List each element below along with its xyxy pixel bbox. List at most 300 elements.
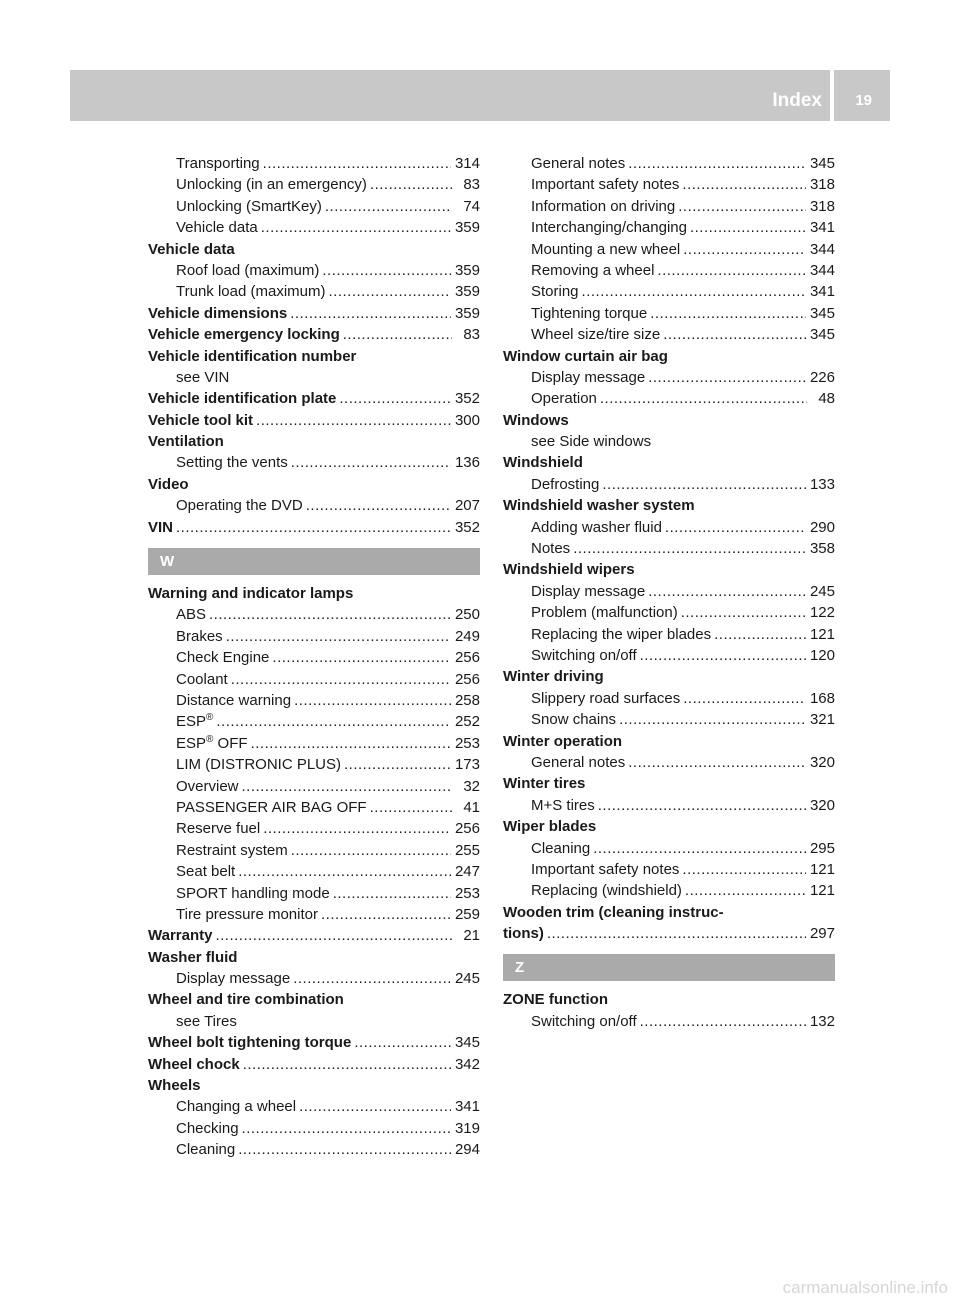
index-entry	[503, 474, 835, 495]
index-entry	[503, 538, 835, 559]
index-heading	[503, 816, 835, 837]
entry-page-number: 252	[454, 713, 480, 731]
entry-label: see Tires	[176, 1012, 237, 1030]
entry-page-number: 342	[454, 1055, 480, 1073]
entry-label: Operation	[531, 390, 597, 408]
index-entry	[503, 688, 835, 709]
entry-page-number: 207	[454, 497, 480, 515]
entry-page-number: 249	[454, 627, 480, 645]
index-entry	[148, 604, 480, 625]
index-entry	[503, 281, 835, 302]
leader-dots	[573, 538, 806, 559]
index-entry	[503, 859, 835, 880]
watermark: carmanualsonline.info	[782, 1278, 948, 1297]
index-cross-reference	[503, 431, 835, 452]
index-entry	[503, 388, 835, 409]
leader-dots	[628, 752, 806, 773]
leader-dots	[215, 925, 452, 946]
entry-page-number: 359	[454, 283, 480, 301]
entry-page-number: 136	[454, 454, 480, 472]
leader-dots	[263, 153, 451, 174]
leader-dots	[243, 1054, 451, 1075]
entry-label: Tightening torque	[531, 304, 648, 322]
index-entry	[148, 754, 480, 775]
leader-dots	[354, 1032, 451, 1053]
entry-page-number: 320	[809, 796, 835, 814]
entry-label: Windshield wipers	[503, 561, 635, 579]
entry-page-number: 41	[463, 798, 480, 816]
entry-label: Warning and indicator lamps	[148, 585, 354, 603]
index-entry	[503, 581, 835, 602]
entry-page-number: 173	[454, 756, 480, 774]
leader-dots	[600, 388, 807, 409]
entry-label: Snow chains	[531, 711, 617, 729]
entry-page-number: 256	[454, 820, 480, 838]
entry-label: General notes	[531, 753, 626, 771]
index-entry	[503, 517, 835, 538]
entry-label: Vehicle emergency locking	[148, 326, 340, 344]
entry-label: Unlocking (SmartKey)	[176, 197, 322, 215]
entry-label: Winter driving	[503, 668, 604, 686]
entry-label: Vehicle data	[176, 219, 258, 237]
index-entry	[503, 239, 835, 260]
entry-page-number: 295	[809, 839, 835, 857]
entry-page-number: 359	[454, 261, 480, 279]
index-heading	[503, 773, 835, 794]
leader-dots	[648, 581, 806, 602]
leader-dots	[681, 602, 806, 623]
leader-dots	[291, 840, 451, 861]
index-entry	[148, 1118, 480, 1139]
leader-dots	[370, 797, 452, 818]
leader-dots	[640, 1011, 806, 1032]
page-number: 19	[855, 92, 872, 109]
entry-label: Vehicle identification number	[148, 347, 357, 365]
entry-label: Problem (malfunction)	[531, 604, 678, 622]
leader-dots	[370, 174, 452, 195]
entry-page-number: 290	[809, 518, 835, 536]
entry-page-number: 341	[809, 283, 835, 301]
leader-dots	[242, 1118, 451, 1139]
entry-label: Vehicle dimensions	[148, 304, 288, 322]
entry-page-number: 341	[454, 1098, 480, 1116]
entry-label: Windows	[503, 411, 569, 429]
leader-dots	[242, 776, 452, 797]
leader-dots	[238, 1139, 451, 1160]
index-cross-reference	[148, 1011, 480, 1032]
entry-page-number: 318	[809, 197, 835, 215]
entry-label: Tire pressure monitor	[176, 905, 318, 923]
entry-label: Seat belt	[176, 863, 236, 881]
entry-page-number: 255	[454, 841, 480, 859]
entry-label: LIM (DISTRONIC PLUS)	[176, 756, 342, 774]
index-entry	[503, 1011, 835, 1032]
leader-dots	[648, 367, 806, 388]
leader-dots	[678, 196, 806, 217]
entry-label: Transporting	[176, 155, 260, 172]
entry-label: Trunk load (maximum)	[176, 283, 326, 301]
entry-page-number: 253	[454, 884, 480, 902]
index-column-left	[148, 153, 480, 1161]
entry-label: PASSENGER AIR BAG OFF	[176, 798, 367, 816]
entry-label: Wiper blades	[503, 818, 597, 836]
index-heading	[148, 346, 480, 367]
entry-page-number: 359	[454, 219, 480, 237]
index-heading	[503, 452, 835, 473]
entry-label: Warranty	[148, 927, 213, 945]
entry-page-number: 297	[809, 925, 835, 943]
entry-label: Cleaning	[531, 839, 591, 857]
leader-dots	[216, 711, 451, 732]
section-letter-w: W	[148, 548, 480, 575]
leader-dots	[306, 495, 451, 516]
leader-dots	[226, 626, 451, 647]
leader-dots	[299, 1096, 451, 1117]
entry-page-number: 133	[809, 475, 835, 493]
index-entry	[148, 1054, 480, 1075]
entry-label: Adding washer fluid	[531, 518, 662, 536]
leader-dots	[293, 968, 451, 989]
leader-dots	[593, 838, 806, 859]
index-entry	[148, 388, 480, 409]
entry-label: Video	[148, 475, 189, 493]
index-entry	[148, 303, 480, 324]
index-heading	[503, 495, 835, 516]
entry-label: Wheel chock	[148, 1055, 240, 1073]
entry-label: see VIN	[176, 368, 230, 386]
index-heading	[148, 947, 480, 968]
index-entry	[148, 174, 480, 195]
entry-label: Brakes	[176, 627, 223, 645]
leader-dots	[291, 452, 451, 473]
entry-page-number: 245	[809, 582, 835, 600]
entry-page-number: 253	[454, 734, 480, 752]
entry-label: VIN	[148, 518, 174, 536]
index-heading	[148, 1075, 480, 1096]
index-heading	[503, 666, 835, 687]
leader-dots	[339, 388, 451, 409]
entry-label: Checking	[176, 1119, 239, 1137]
entry-label: Mounting a new wheel	[531, 240, 681, 258]
leader-dots	[344, 754, 451, 775]
entry-label: Operating the DVD	[176, 497, 303, 515]
leader-dots	[582, 281, 806, 302]
leader-dots	[294, 690, 451, 711]
leader-dots	[343, 324, 452, 345]
leader-dots	[665, 517, 806, 538]
entry-label: Vehicle data	[148, 240, 235, 258]
entry-label: Switching on/off	[531, 646, 637, 664]
entry-page-number: 345	[454, 1034, 480, 1052]
index-entry	[148, 647, 480, 668]
entry-page-number: 74	[463, 197, 480, 215]
index-heading	[148, 431, 480, 452]
entry-label: Wheel bolt tightening torque	[148, 1034, 352, 1052]
entry-page-number: 226	[809, 368, 835, 386]
entry-label: Ventilation	[148, 433, 224, 451]
entry-page-number: 344	[809, 261, 835, 279]
index-entry	[148, 968, 480, 989]
entry-page-number: 258	[454, 691, 480, 709]
leader-dots	[685, 880, 806, 901]
entry-label: Defrosting	[531, 475, 600, 493]
leader-dots	[683, 688, 806, 709]
index-entry	[148, 217, 480, 238]
index-entry	[148, 690, 480, 711]
entry-label: Wooden trim (cleaning instruc-	[503, 903, 724, 921]
leader-dots	[322, 260, 451, 281]
leader-dots	[690, 217, 806, 238]
entry-page-number: 122	[809, 604, 835, 622]
leader-dots	[657, 260, 806, 281]
index-entry	[503, 795, 835, 816]
index-entry	[148, 324, 480, 345]
entry-page-number: 300	[454, 411, 480, 429]
entry-label: Washer fluid	[148, 948, 238, 966]
entry-label: Display message	[531, 368, 646, 386]
index-entry	[148, 260, 480, 281]
index-entry	[148, 669, 480, 690]
entry-page-number: 319	[454, 1119, 480, 1137]
entry-page-number: 121	[809, 882, 835, 900]
entry-page-number: 256	[454, 670, 480, 688]
entry-label: ABS	[176, 606, 207, 624]
entry-label: M+S tires	[531, 796, 595, 814]
entry-label: Switching on/off	[531, 1012, 637, 1030]
entry-page-number: 83	[463, 176, 480, 194]
entry-label: Distance warning	[176, 691, 292, 709]
entry-label: Information on driving	[531, 197, 676, 215]
index-entry	[148, 281, 480, 302]
index-entry	[148, 904, 480, 925]
entry-label: Removing a wheel	[531, 261, 655, 279]
entry-label: Cleaning	[176, 1141, 236, 1159]
index-entry	[148, 410, 480, 431]
leader-dots	[251, 733, 451, 754]
index-entry	[503, 645, 835, 666]
index-heading	[503, 902, 835, 923]
entry-label: ZONE function	[503, 991, 608, 1009]
index-entry	[148, 626, 480, 647]
page-header	[70, 70, 890, 121]
index-heading	[148, 474, 480, 495]
leader-dots	[682, 174, 806, 195]
entry-label: Slippery road surfaces	[531, 689, 681, 707]
index-heading	[148, 989, 480, 1010]
entry-page-number: 341	[809, 219, 835, 237]
entry-label: Winter operation	[503, 732, 623, 750]
entry-label: General notes	[531, 155, 626, 172]
entry-label: Display message	[176, 970, 291, 988]
entry-label: Windshield	[503, 454, 583, 472]
leader-dots	[231, 669, 451, 690]
entry-page-number: 21	[463, 927, 480, 945]
index-entry	[503, 174, 835, 195]
entry-label: Overview	[176, 777, 239, 795]
entry-page-number: 256	[454, 649, 480, 667]
entry-page-number: 121	[809, 625, 835, 643]
index-heading	[503, 559, 835, 580]
entry-label: Restraint system	[176, 841, 288, 859]
leader-dots	[261, 217, 451, 238]
leader-dots	[628, 153, 806, 174]
leader-dots	[272, 647, 451, 668]
entry-label: Wheel size/tire size	[531, 326, 661, 344]
index-entry	[148, 495, 480, 516]
entry-label: Important safety notes	[531, 860, 680, 878]
entry-page-number: 352	[454, 390, 480, 408]
entry-page-number: 320	[809, 753, 835, 771]
leader-dots	[209, 604, 451, 625]
entry-page-number: 345	[809, 155, 835, 172]
entry-page-number: 121	[809, 860, 835, 878]
index-entry	[148, 452, 480, 473]
index-entry	[503, 923, 835, 944]
entry-label: Important safety notes	[531, 176, 680, 194]
index-entry	[148, 1032, 480, 1053]
entry-page-number: 259	[454, 905, 480, 923]
index-entry	[503, 153, 835, 174]
entry-label: Roof load (maximum)	[176, 261, 320, 279]
entry-label: Storing	[531, 283, 579, 301]
index-entry	[503, 602, 835, 623]
entry-label: see Side windows	[531, 433, 652, 451]
index-entry	[148, 733, 480, 754]
entry-label: Unlocking (in an emergency)	[176, 176, 367, 194]
index-entry	[148, 840, 480, 861]
index-heading	[503, 731, 835, 752]
entry-page-number: 321	[809, 711, 835, 729]
index-heading	[503, 346, 835, 367]
index-entry	[503, 838, 835, 859]
entry-label: ESP®	[176, 712, 214, 731]
entry-page-number: 345	[809, 326, 835, 344]
leader-dots	[290, 303, 451, 324]
leader-dots	[547, 923, 806, 944]
entry-label: Notes	[531, 540, 571, 558]
entry-label: Coolant	[176, 670, 228, 688]
index-entry	[503, 324, 835, 345]
leader-dots	[598, 795, 806, 816]
index-heading	[148, 583, 480, 604]
leader-dots	[325, 196, 452, 217]
entry-page-number: 168	[809, 689, 835, 707]
entry-page-number: 247	[454, 863, 480, 881]
leader-dots	[263, 818, 451, 839]
index-entry	[148, 776, 480, 797]
index-entry	[503, 260, 835, 281]
leader-dots	[333, 883, 451, 904]
index-heading	[503, 410, 835, 431]
index-entry	[503, 624, 835, 645]
entry-page-number: 250	[454, 606, 480, 624]
entry-page-number: 132	[809, 1012, 835, 1030]
index-heading	[503, 989, 835, 1010]
leader-dots	[602, 474, 806, 495]
leader-dots	[714, 624, 806, 645]
entry-page-number: 314	[454, 155, 480, 172]
entry-label: Vehicle identification plate	[148, 390, 337, 408]
index-entry	[148, 1096, 480, 1117]
entry-page-number: 83	[463, 326, 480, 344]
entry-page-number: 294	[454, 1141, 480, 1159]
leader-dots	[663, 324, 806, 345]
entry-label: Setting the vents	[176, 454, 288, 472]
entry-label: Window curtain air bag	[503, 347, 668, 365]
entry-label: Wheels	[148, 1077, 201, 1095]
index-entry	[503, 709, 835, 730]
entry-label: ESP® OFF	[176, 733, 248, 752]
index-cross-reference	[148, 367, 480, 388]
index-entry	[503, 303, 835, 324]
index-entry	[148, 883, 480, 904]
index-entry	[503, 880, 835, 901]
index-entry	[148, 1139, 480, 1160]
index-entry	[148, 517, 480, 538]
entry-page-number: 245	[454, 970, 480, 988]
entry-page-number: 345	[809, 304, 835, 322]
leader-dots	[640, 645, 806, 666]
index-entry	[503, 217, 835, 238]
entry-page-number: 32	[463, 777, 480, 795]
entry-label: SPORT handling mode	[176, 884, 330, 902]
entry-label: Changing a wheel	[176, 1098, 297, 1116]
index-entry	[148, 153, 480, 174]
section-letter-z: Z	[503, 954, 835, 981]
entry-label: Windshield washer system	[503, 497, 695, 515]
entry-page-number: 318	[809, 176, 835, 194]
index-entry	[148, 861, 480, 882]
entry-label: Display message	[531, 582, 646, 600]
entry-page-number: 358	[809, 540, 835, 558]
entry-label: Interchanging/changing	[531, 219, 687, 237]
entry-page-number: 48	[818, 390, 835, 408]
entry-page-number: 344	[809, 240, 835, 258]
leader-dots	[328, 281, 450, 302]
entry-label: Reserve fuel	[176, 820, 261, 838]
index-entry	[503, 752, 835, 773]
section-title: Index	[772, 90, 822, 111]
index-entry	[148, 711, 480, 732]
entry-page-number: 352	[454, 518, 480, 536]
entry-page-number: 359	[454, 304, 480, 322]
entry-label: Wheel and tire combination	[148, 991, 344, 1009]
leader-dots	[176, 517, 451, 538]
leader-dots	[256, 410, 451, 431]
entry-label: tions)	[503, 925, 544, 943]
leader-dots	[682, 859, 806, 880]
entry-label: Replacing (windshield)	[531, 882, 682, 900]
index-entry	[503, 196, 835, 217]
entry-label: Winter tires	[503, 775, 586, 793]
index-entry	[148, 818, 480, 839]
entry-page-number: 120	[809, 646, 835, 664]
index-entry	[148, 196, 480, 217]
entry-label: Check Engine	[176, 649, 270, 667]
index-heading	[148, 239, 480, 260]
leader-dots	[683, 239, 806, 260]
index-column-right	[503, 153, 835, 1032]
entry-label: Replacing the wiper blades	[531, 625, 712, 643]
leader-dots	[619, 709, 806, 730]
header-divider	[830, 70, 834, 121]
entry-label: Vehicle tool kit	[148, 411, 254, 429]
leader-dots	[238, 861, 451, 882]
index-entry	[148, 925, 480, 946]
index-entry	[148, 797, 480, 818]
leader-dots	[321, 904, 451, 925]
index-entry	[503, 367, 835, 388]
